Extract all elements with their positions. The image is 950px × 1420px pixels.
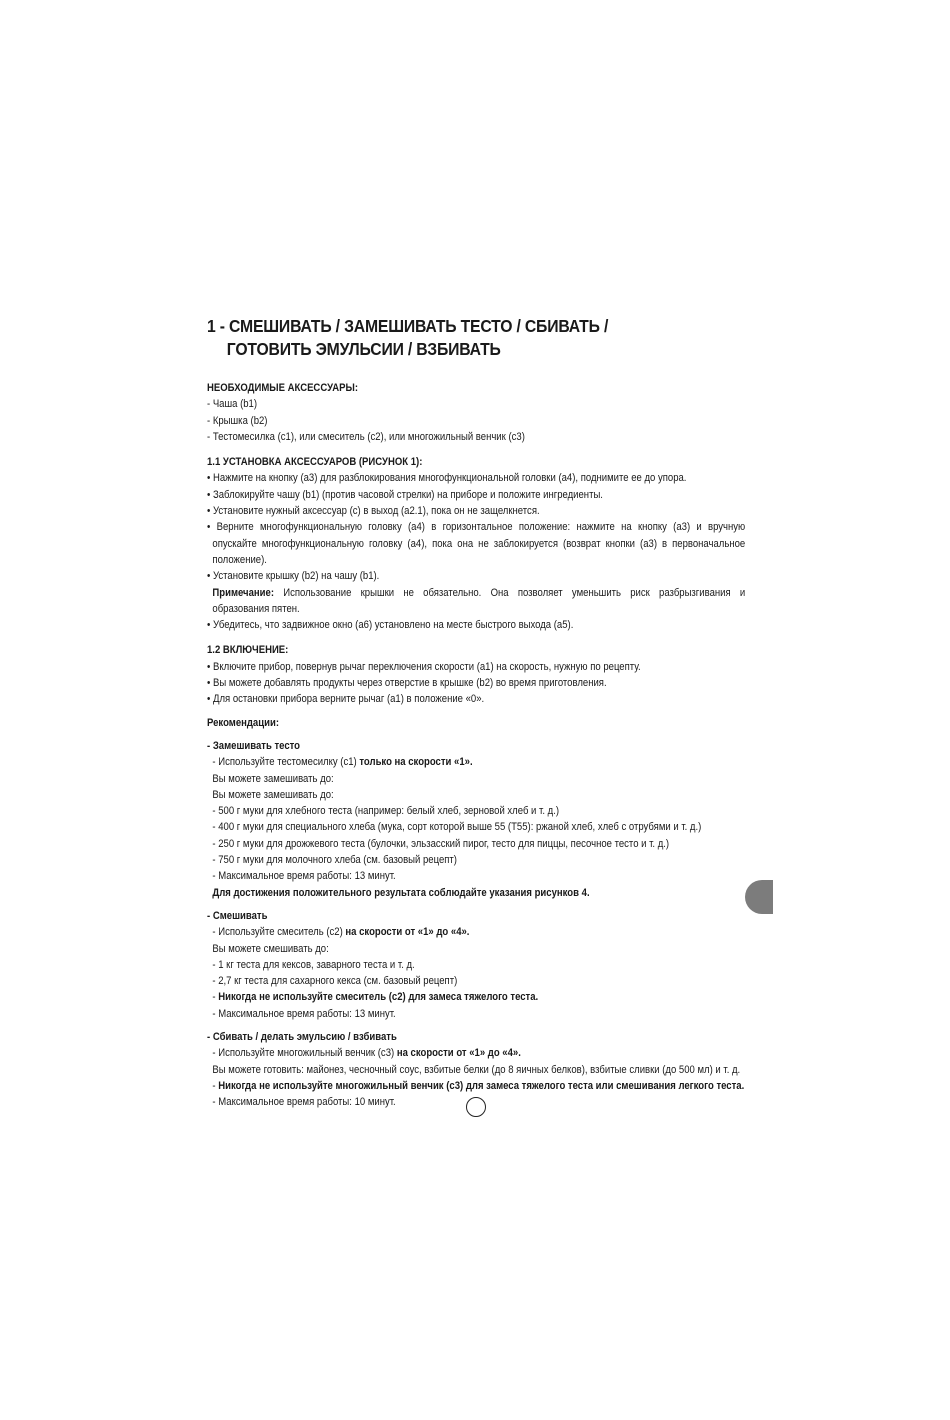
mix-warning	[207, 989, 691, 1005]
install-step: • Нажмите на кнопку (а3) для разблокирования многофункциональной головки (а4), поднимите ее до упора.	[207, 472, 687, 485]
whip-warning-text: Никогда не используйте многожильный венчик (с3) для замеса тяжелого теста или смешивания легкого теста.	[218, 1079, 745, 1092]
knead-line: Вы можете замешивать до:	[212, 772, 334, 785]
power-step: • Для остановки прибора верните рычаг (а1) в положение «0».	[207, 693, 485, 706]
whip-warning-dash: -	[212, 1079, 219, 1092]
knead-line: - 250 г муки для дрожжевого теста (булочки, эльзасский пирог, тесто для пиццы, песочное тесто и т. д.)	[212, 837, 670, 850]
whip-max-time: - Максимальное время работы: 10 минут.	[212, 1096, 396, 1109]
mix-use-speed: на скорости от «1» до «4».	[345, 926, 470, 939]
install-step: • Установите крышку (b2) на чашу (b1).	[207, 570, 380, 583]
mix-use-text: - Используйте смеситель (с2)	[212, 926, 346, 939]
mix-line: Вы можете смешивать до:	[212, 942, 329, 955]
knead-bold-note: Для достижения положительного результата соблюдайте указания рисунков 4.	[212, 886, 590, 899]
knead-line: - Максимальное время работы: 13 минут.	[212, 870, 396, 883]
main-content	[207, 315, 745, 1110]
title-line-1: 1 - СМЕШИВАТЬ / ЗАМЕШИВАТЬ ТЕСТО / СБИВАТЬ /	[207, 316, 609, 336]
install-step-line: положение).	[212, 553, 267, 566]
whip-heading: - Сбивать / делать эмульсию / взбивать	[207, 1030, 397, 1043]
install-note	[207, 585, 745, 601]
mix-max-time: - Максимальное время работы: 13 минут.	[212, 1007, 396, 1020]
mix-line: - 2,7 кг теста для сахарного кекса (см. базовый рецепт)	[212, 975, 458, 988]
power-heading: 1.2 ВКЛЮЧЕНИЕ:	[207, 644, 289, 657]
title-line-2: ГОТОВИТЬ ЭМУЛЬСИИ / ВЗБИВАТЬ	[226, 339, 501, 359]
install-note-line: образования пятен.	[212, 602, 300, 615]
note-text: Использование крышки не обязательно. Она позволяет уменьшить риск разбрызгивания и	[273, 586, 746, 599]
accessory-item: - Тестомесилка (c1), или смеситель (c2), или многожильный венчик (c3)	[207, 430, 525, 443]
whip-warning	[207, 1078, 745, 1094]
accessories-heading: НЕОБХОДИМЫЕ АКСЕССУАРЫ:	[207, 382, 359, 394]
accessory-item: - Чаша (b1)	[207, 398, 258, 411]
recommendations-heading: Рекомендации:	[207, 716, 279, 729]
whip-use-text: - Используйте многожильный венчик (с3)	[212, 1047, 397, 1060]
mix-line: - 1 кг теста для кексов, заварного теста и т. д.	[212, 958, 415, 971]
mix-warning-text: Никогда не используйте смеситель (с2) для замеса тяжелого теста.	[218, 991, 539, 1004]
knead-heading: - Замешивать тесто	[207, 739, 301, 752]
accessory-item: - Крышка (b2)	[207, 414, 268, 427]
mix-use	[207, 924, 691, 940]
whip-use	[207, 1045, 691, 1061]
language-side-tab	[745, 880, 773, 914]
power-step: • Вы можете добавлять продукты через отверстие в крышке (b2) во время приготовления.	[207, 677, 607, 690]
install-heading: 1.1 УСТАНОВКА АКСЕССУАРОВ (РИСУНОК 1):	[207, 456, 423, 469]
note-label: Примечание:	[212, 586, 274, 599]
whip-use-speed: на скорости от «1» до «4».	[396, 1047, 521, 1060]
whip-line: Вы можете готовить: майонез, чесночный соус, взбитые белки (до 8 яичных белков), взбитые сливки (до 500 мл) и т. д.	[212, 1063, 741, 1076]
knead-use-speed: только на скорости «1».	[359, 756, 473, 769]
knead-line: - 400 г муки для специального хлеба (мука, сорт которой выше 55 (T55): ржаной хлеб, хлеб с отрубями и т. д.)	[212, 821, 702, 834]
mix-heading: - Смешивать	[207, 909, 268, 922]
mix-warning-dash: -	[212, 991, 219, 1004]
knead-line: Вы можете замешивать до:	[212, 788, 334, 801]
knead-use	[207, 754, 691, 770]
install-step: • Заблокируйте чашу (b1) (против часовой стрелки) на приборе и положите ингредиенты.	[207, 488, 603, 501]
install-step: • Убедитесь, что задвижное окно (а6) установлено на месте быстрого выхода (а5).	[207, 619, 574, 632]
page-number-circle	[466, 1097, 486, 1117]
power-step: • Включите прибор, повернув рычаг переключения скорости (а1) на скорость, нужную по рецепту.	[207, 660, 641, 673]
page-title	[207, 315, 747, 361]
install-step-line: опускайте многофункциональную головку (а4), пока она не заблокируется (возврат кнопки (а3) в первоначальное	[212, 537, 746, 550]
install-step: • Установите нужный аксессуар (с) в выход (а2.1), пока он не защелкнется.	[207, 505, 540, 518]
knead-line: - 500 г муки для хлебного теста (например: белый хлеб, зерновой хлеб и т. д.)	[212, 805, 560, 818]
knead-line: - 750 г муки для молочного хлеба (см. базовый рецепт)	[212, 854, 457, 867]
knead-use-text: - Используйте тестомесилку (с1)	[212, 756, 360, 769]
install-step-line: • Верните многофункциональную головку (а4) в горизонтальное положение: нажмите на кнопку (а3) и вручную	[207, 521, 746, 534]
